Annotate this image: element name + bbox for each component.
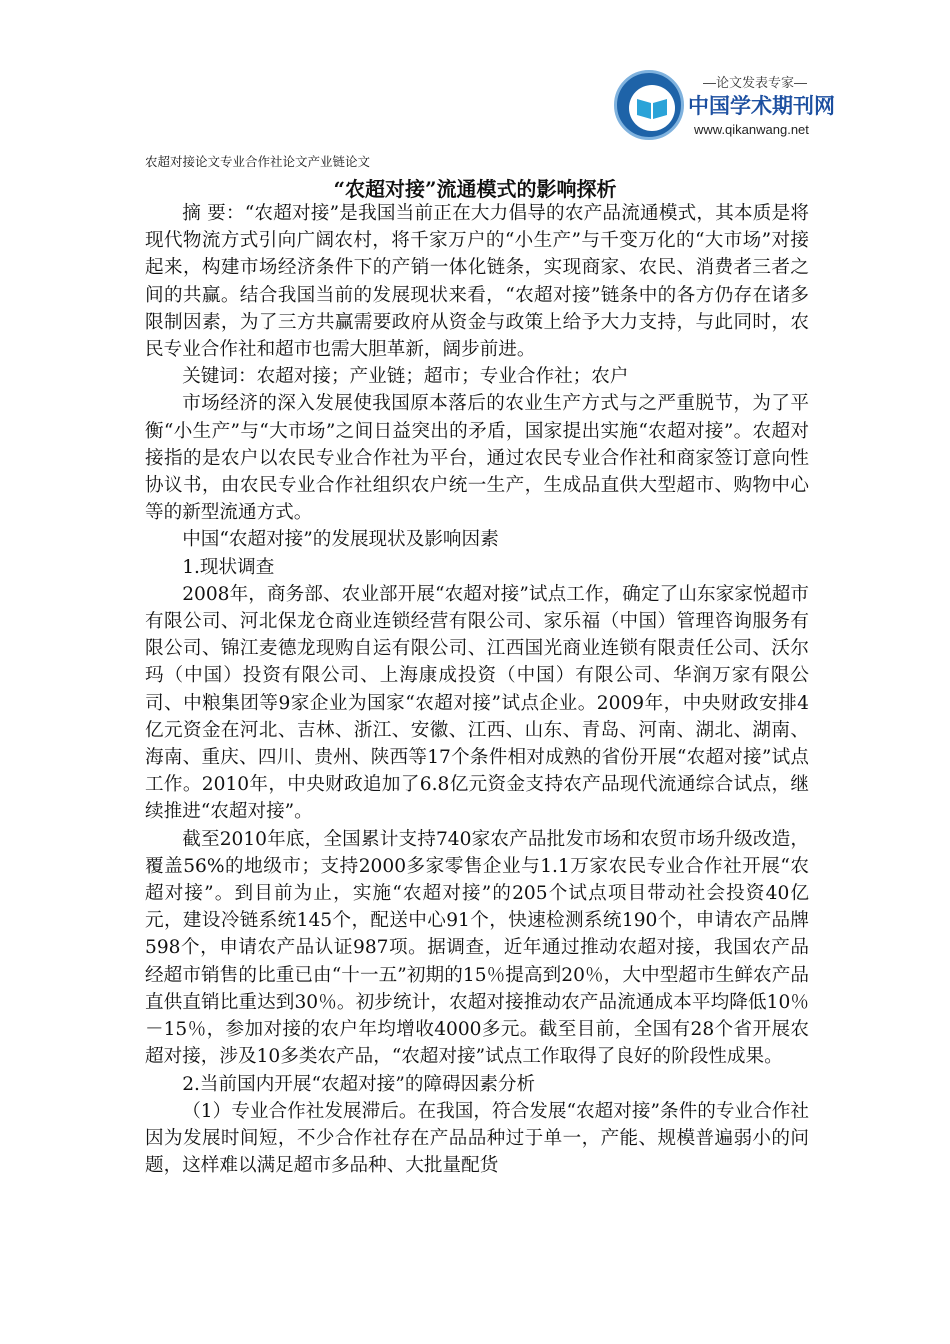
subsection-heading: 2.当前国内开展“农超对接”的障碍因素分析 (182, 1073, 536, 1095)
logo-tagline: —论文发表专家— (702, 75, 807, 90)
section-heading: 中国“农超对接”的发展现状及影响因素 (182, 529, 499, 551)
body-paragraph: 2008年，商务部、农业部开展“农超对接”试点工作，确定了山东家家悦超市有限公司、河北保龙仓商业连锁经营有限公司、家乐福（中国）管理咨询服务有限公司、锦江麦德龙现购自运有限公司、江西国光商业连锁有限责任公司、沃尔玛（中国）投资有限公司、上海康成投资（中国）有限公司、华润万家有限公司、中粮集团等9家企业为国家“农超对接”试点企业。2009年，中央财政安排4亿元资金在河北、吉林、浙江、安徽、江西、山东、青岛、河南、湖北、湖南、海南、重庆、四川、贵州、陕西等17个条件相对成熟的省份开展“农超对接”试点工作。2010年，中央财政追加了6.8亿元资金支持农产品现代流通综合试点，继续推进“农超对接”。 (145, 583, 809, 823)
book-icon (629, 85, 675, 131)
article-title: “农超对接”流通模式的影响探析 (333, 177, 617, 201)
keywords-paragraph: 关键词：农超对接；产业链；超市；专业合作社；农户 (182, 366, 629, 388)
body-paragraph: （1）专业合作社发展滞后。在我国，符合发展“农超对接”条件的专业合作社因为发展时间短，不少合作社存在产品品种过于单一，产能、规模普遍弱小的问题，这样难以满足超市多品种、大批量配货 (145, 1100, 809, 1177)
body-paragraph: 截至2010年底，全国累计支持740家农产品批发市场和农贸市场升级改造，覆盖56%的地级市；支持2000多家零售企业与1.1万家农民专业合作社开展“农超对接”。到目前为止，实施“农超对接”的205个试点项目带动社会投资40亿元，建设冷链系统145个，配送中心91个，快速检测系统190个，申请农产品牌598个，申请农产品认证987项。据调查，近年通过推动农超对接，我国农产品经超市销售的比重已由“十一五”初期的15％提高到20％，大中型超市生鲜农产品直供直销比重达到30％。初步统计，农超对接推动农产品流通成本平均降低10％－15％，参加对接的农户年均增收4000多元。截至目前，全国有28个省开展农超对接，涉及10多类农产品，“农超对接”试点工作取得了良好的阶段性成果。 (145, 828, 810, 1068)
logo-name: 中国学术期刊网 (688, 94, 835, 118)
intro-paragraph: 市场经济的深入发展使我国原本落后的农业生产方式与之严重脱节，为了平衡“小生产”与“大市场”之间日益突出的矛盾，国家提出实施“农超对接”。农超对接指的是农户以农民专业合作社为平台，通过农民专业合作社和商家签订意向性协议书，由农民专业合作社组织农户统一生产，生成品直供大型超市、购物中心等的新型流通方式。 (145, 393, 809, 524)
article-body (145, 200, 809, 1179)
logo-emblem (614, 70, 684, 140)
keywords-header: 农超对接论文专业合作社论文产业链论文 (145, 154, 371, 169)
abstract-paragraph: 摘 要：“农超对接”是我国当前正在大力倡导的农产品流通模式，其本质是将现代物流方式引向广阔农村，将千家万户的“小生产”与千变万化的“大市场”对接起来，构建市场经济条件下的产销一体化链条，实现商家、农民、消费者三者之间的共赢。结合我国当前的发展现状来看，“农超对接”链条中的各方仍存在诸多限制因素，为了三方共赢需要政府从资金与政策上给予大力支持，与此同时，农民专业合作社和超市也需大胆革新，阔步前进。 (145, 203, 809, 361)
qikanwang-logo (614, 70, 835, 150)
subsection-heading: 1.现状调查 (182, 556, 275, 578)
logo-url: www.qikanwang.net (694, 122, 809, 137)
